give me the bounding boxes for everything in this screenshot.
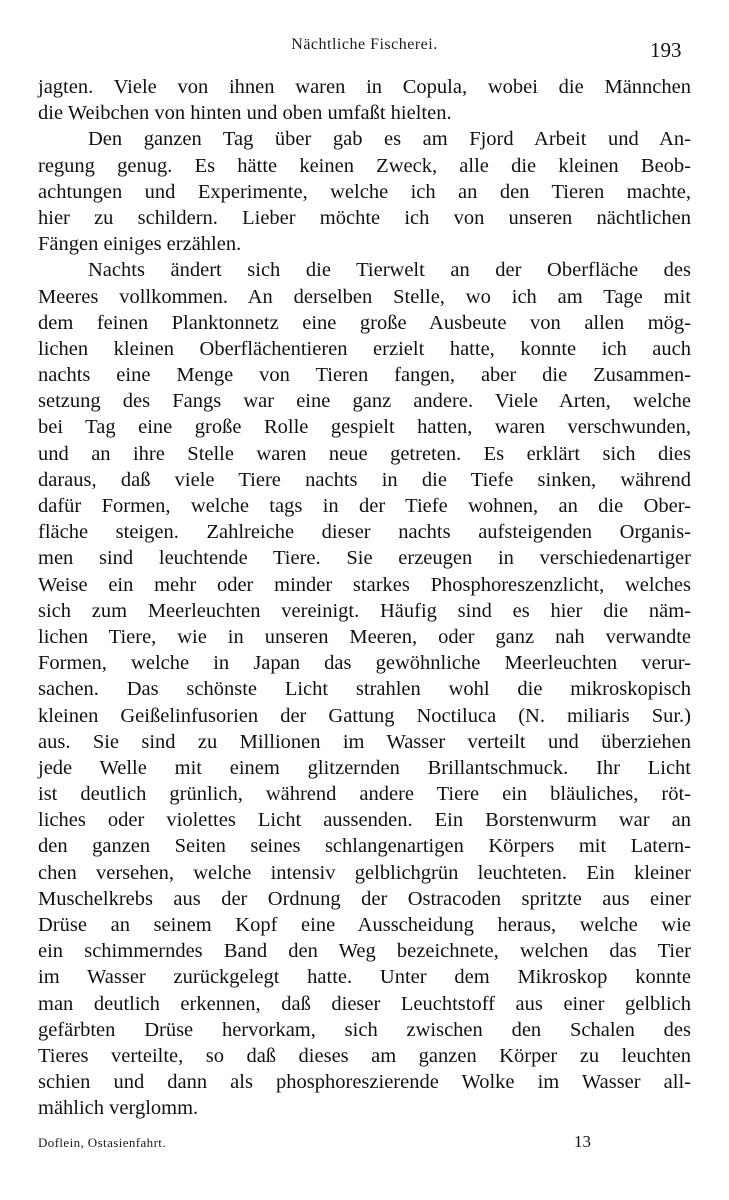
page-footer xyxy=(38,1132,691,1157)
text-line: sachen. Das schönste Licht strahlen wohl die mikroskopisch xyxy=(38,678,691,701)
text-line: ist deutlich grünlich, während andere Tiere ein bläuliches, röt- xyxy=(38,783,691,806)
text-line: ein schimmerndes Band den Weg bezeichnete, welchen das Tier xyxy=(38,940,691,963)
body-text xyxy=(38,74,691,1122)
text-line: daraus, daß viele Tiere nachts in die Tiefe sinken, während xyxy=(38,468,691,491)
signature-mark: Doflein, Ostasienfahrt. xyxy=(38,1135,166,1150)
text-line: lichen Tiere, wie in unseren Meeren, oder ganz nah verwandte xyxy=(38,625,691,648)
running-title: Nächtliche Fischerei. xyxy=(291,36,438,53)
text-line: dem feinen Planktonnetz eine große Ausbeute von allen mög- xyxy=(38,311,691,334)
text-line: Meeres vollkommen. An derselben Stelle, wo ich am Tage mit xyxy=(38,285,691,308)
text-line: Den ganzen Tag über gab es am Fjord Arbeit und An- xyxy=(88,128,691,151)
text-line: man deutlich erkennen, daß dieser Leuchtstoff aus einer gelblich xyxy=(38,992,691,1015)
text-line: Drüse an seinem Kopf eine Ausscheidung heraus, welche wie xyxy=(38,914,691,936)
text-line: sich zum Meerleuchten vereinigt. Häufig sind es hier die näm- xyxy=(38,599,691,622)
text-line: mählich verglomm. xyxy=(38,1097,199,1120)
text-line: und an ihre Stelle waren neue getreten. Es erklärt sich dies xyxy=(38,442,691,465)
text-line: fläche steigen. Zahlreiche dieser nachts aufsteigenden Organis- xyxy=(38,521,691,544)
text-line: dafür Formen, welche tags in der Tiefe wohnen, an die Ober- xyxy=(38,495,691,517)
text-line: jagten. Viele von ihnen waren in Copula, wobei die Männchen xyxy=(38,76,691,98)
sheet-number: 13 xyxy=(574,1132,591,1151)
text-line: bei Tag eine große Rolle gespielt hatten, waren verschwunden, xyxy=(38,416,691,439)
text-line: die Weibchen von hinten und oben umfaßt hielten. xyxy=(38,102,452,125)
text-line: men sind leuchtende Tiere. Sie erzeugen in verschiedenartiger xyxy=(38,547,691,570)
text-line: hier zu schildern. Lieber möchte ich von unseren nächtlichen xyxy=(38,206,691,229)
text-line: regung genug. Es hätte keinen Zweck, alle die kleinen Beob- xyxy=(38,154,691,177)
text-line: kleinen Geißelinfusorien der Gattung Noctiluca (N. miliaris Sur.) xyxy=(38,704,691,727)
text-line: setzung des Fangs war eine ganz andere. Viele Arten, welche xyxy=(38,390,691,413)
text-line: nachts eine Menge von Tieren fangen, aber die Zusammen- xyxy=(38,364,691,387)
page-number: 193 xyxy=(650,38,682,62)
text-line: Nachts ändert sich die Tierwelt an der Oberfläche des xyxy=(88,259,691,282)
text-line: liches oder violettes Licht aussenden. Ein Borstenwurm war an xyxy=(38,809,691,832)
running-head xyxy=(0,34,729,62)
text-line: Tieres verteilte, so daß dieses am ganzen Körper zu leuchten xyxy=(38,1044,691,1067)
text-line: jede Welle mit einem glitzernden Brillantschmuck. Ihr Licht xyxy=(38,756,691,779)
text-line: chen versehen, welche intensiv gelblichgrün leuchteten. Ein kleiner xyxy=(38,861,691,884)
text-line: gefärbten Drüse hervorkam, sich zwischen den Schalen des xyxy=(38,1018,691,1041)
text-line: Formen, welche in Japan das gewöhnliche Meerleuchten verur- xyxy=(38,652,691,675)
text-line: aus. Sie sind zu Millionen im Wasser verteilt und überziehen xyxy=(38,730,691,753)
text-line: Fängen einiges erzählen. xyxy=(38,233,242,256)
text-line: den ganzen Seiten seines schlangenartigen Körpers mit Latern- xyxy=(38,835,691,858)
text-line: Weise ein mehr oder minder starkes Phosphoreszenzlicht, welches xyxy=(38,573,691,596)
text-line: lichen kleinen Oberflächentieren erzielt hatte, konnte ich auch xyxy=(38,337,691,360)
text-line: achtungen und Experimente, welche ich an den Tieren machte, xyxy=(38,180,691,203)
text-line: im Wasser zurückgelegt hatte. Unter dem Mikroskop konnte xyxy=(38,966,691,989)
text-line: schien und dann als phosphoreszierende Wolke im Wasser all- xyxy=(38,1071,691,1094)
text-line: Muschelkrebs aus der Ordnung der Ostracoden spritzte aus einer xyxy=(38,887,691,910)
